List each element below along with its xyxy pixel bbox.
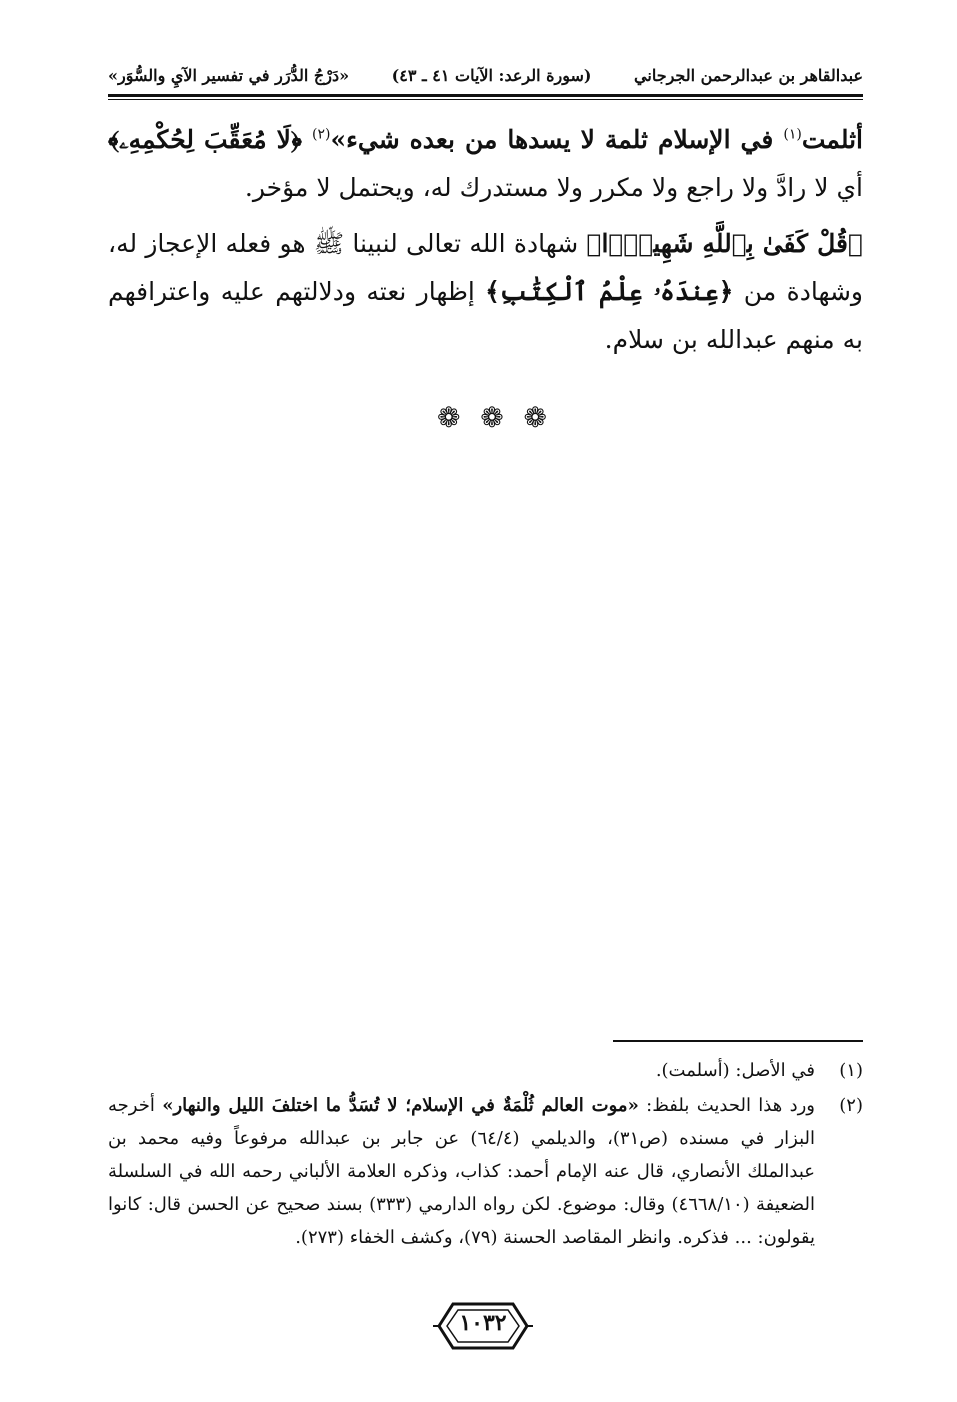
footnote-1-number: (١)	[839, 1060, 863, 1081]
paragraph-1-hadith: في الإسلام ثلمة لا يسدها من بعده شيء»	[330, 125, 784, 154]
paragraph-1-commentary: أي لا رادَّ ولا راجع ولا مكرر ولا مستدرك له، ويحتمل لا مؤخر.	[244, 173, 863, 202]
footnote-2-number: (٢)	[839, 1095, 863, 1116]
footnote-2-body: أخرجه البزار في مسنده (ص٣١)، والديلمي (٦٤/٤) عن جابر بن عبدالله مرفوعاً وفيه محمد بن عبدالملك الأنصاري، قال عنه الإمام أحمد: كذاب، وذكره العلامة الألباني رحمه الله في السلسلة الضعيفة (٤٦٦٨/١٠) وقال: موضوع. لكن رواه الدارمي (٣٣٣) بسند صحيح عن الحسن قال: كانوا يقولون: ... فذكره. وانظر المقاصد الحسنة (٧٩)، وكشف الخفاء (٢٧٣).	[108, 1095, 815, 1248]
paragraph-1-lead: أثلمت	[801, 125, 863, 154]
footnote-rule	[613, 1040, 863, 1042]
footnote-2-text	[108, 1089, 815, 1254]
footnote-ref-2: (٢)	[312, 126, 331, 143]
flower-icon: ❁	[523, 401, 547, 434]
header-surah: (سورة الرعد: الآيات ٤١ ـ ٤٣)	[391, 65, 592, 85]
paragraph-2-end: إظهار نعته ودلالتهم عليه واعترافهم به منهم عبدالله بن سلام.	[108, 277, 863, 354]
header-book-title: «دَرْجُ الدُّرَر في تفسير الآيِ والسُّوَر»	[108, 65, 350, 85]
section-ornament	[437, 401, 547, 434]
header-rule-thin	[108, 99, 863, 100]
quran-quote-3: ﴿عِندَهُۥ عِلْمُ ٱلْكِتَٰبِ﴾	[485, 277, 734, 306]
header-rule	[108, 94, 863, 97]
header-author: عبدالقاهر بن عبدالرحمن الجرجاني	[634, 65, 863, 85]
paragraph-2-text: شهادة الله تعالى لنبينا ﷺ هو فعله الإعجاز له، وشهادة من	[108, 229, 863, 306]
main-text	[108, 116, 863, 372]
footnote-1	[108, 1054, 863, 1087]
footnote-1-text: في الأصل: (أسلمت).	[655, 1060, 815, 1081]
page-number-cartouche	[433, 1296, 533, 1356]
footnote-2	[108, 1089, 863, 1254]
paragraph-1	[108, 116, 863, 212]
quran-quote-1: ﴿لَا مُعَقِّبَ لِحُكْمِهِۦ﴾	[108, 125, 313, 154]
footnotes	[108, 1054, 863, 1256]
footnote-2-intro: ورد هذا الحديث بلفظ:	[638, 1095, 815, 1116]
quran-quote-2: ﴿قُلْ كَفَىٰ بِٱللَّهِ شَهِيدًۢا﴾	[586, 229, 863, 258]
flower-icon: ❁	[480, 401, 504, 434]
flower-icon: ❁	[437, 401, 461, 434]
footnote-ref-1: (١)	[783, 126, 802, 143]
paragraph-2	[108, 220, 863, 364]
footnote-2-hadith: «موت العالم ثُلْمَةٌ في الإسلام؛ لا تُسَدُّ ما اختلفَ الليل والنهار»	[162, 1095, 639, 1116]
page-number: ١٠٣٢	[459, 1310, 507, 1336]
running-header	[108, 58, 863, 92]
